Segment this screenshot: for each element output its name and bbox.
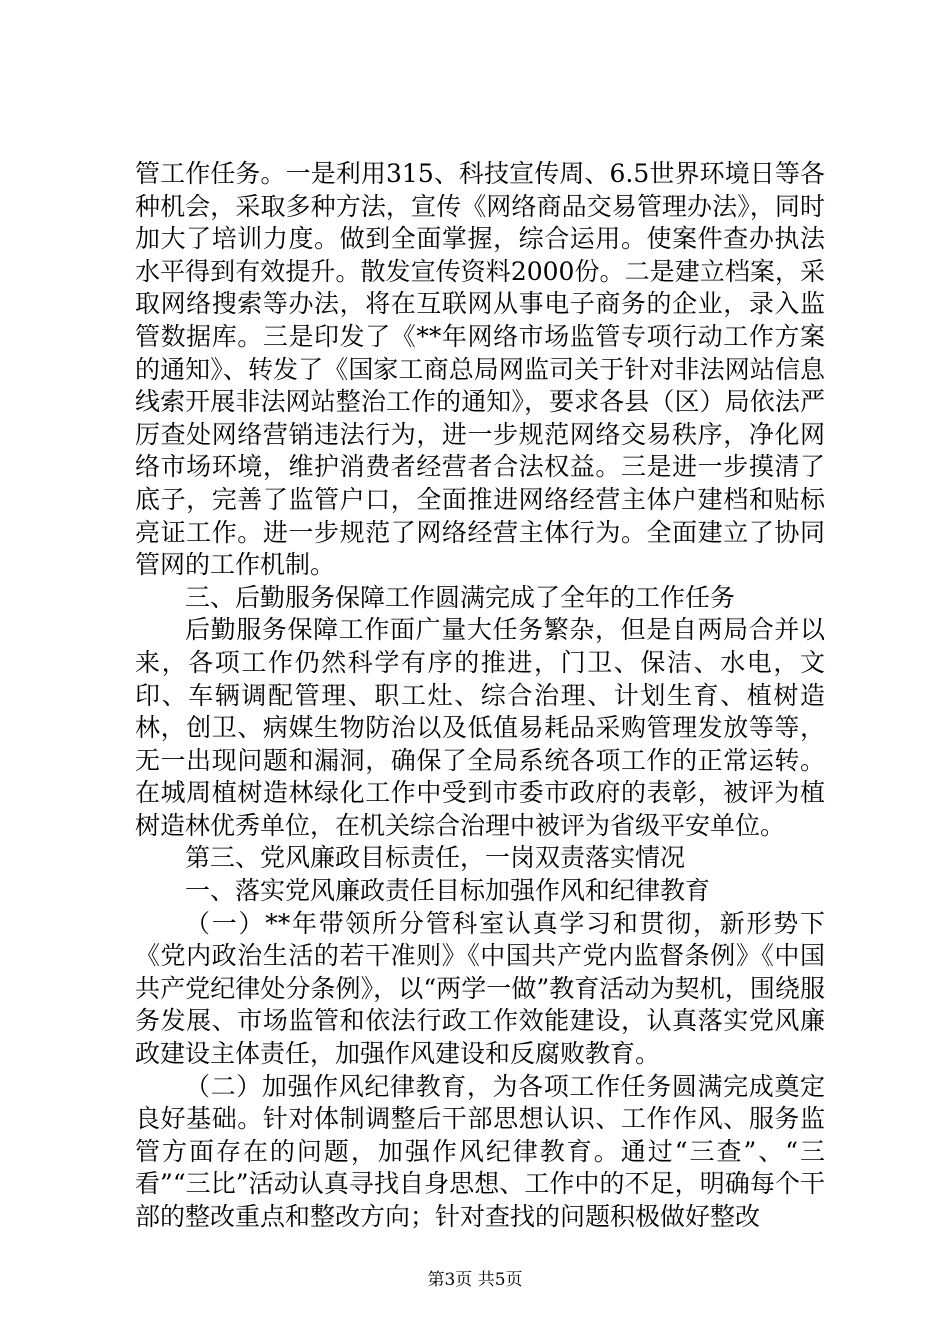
paragraph-strengthen-discipline: （二）加强作风纪律教育，为各项工作任务圆满完成奠定良好基础。针对体制调整后干部思想认识、工作作风、服务监管方面存在的问题，加强作风纪律教育。通过“三查”、“三看”“三比”活动认真寻找自身思想、工作中的不足，明确每个干部的整改重点和整改方向；针对查找的问题积极做好整改 [135, 1071, 825, 1231]
document-body [135, 158, 825, 1234]
heading-discipline-education: 一、落实党风廉政责任目标加强作风和纪律教育 [185, 876, 711, 906]
page-number-footer: 第3页 共5页 [427, 1270, 523, 1290]
heading-party-conduct: 第三、党风廉政目标责任，一岗双责落实情况 [185, 843, 686, 873]
paragraph-logistics-service: 后勤服务保障工作面广量大任务繁杂，但是自两局合并以来，各项工作仍然科学有序的推进，门卫、保洁、水电，文印、车辆调配管理、职工灶、综合治理、计划生育、植树造林，创卫、病媒生物防治以及低值易耗品采购管理发放等等，无一出现问题和漏洞，确保了全局系统各项工作的正常运转。在城周植树造林绿化工作中受到市委市政府的表彰，被评为植树造林优秀单位，在机关综合治理中被评为省级平安单位。 [135, 615, 825, 840]
paragraph-online-supervision: 管工作任务。一是利用315、科技宣传周、6.5世界环境日等各种机会，采取多种方法，宣传《网络商品交易管理办法》，同时加大了培训力度。做到全面掌握，综合运用。使案件查办执法水平得到有效提升。散发宣传资料2000份。二是建立档案，采取网络搜索等办法，将在互联网从事电子商务的企业，录入监管数据库。三是印发了《**年网络市场监管专项行动工作方案的通知》、转发了《国家工商总局网监司关于针对非法网站信息线索开展非法网站整治工作的通知》，要求各县（区）局依法严厉查处网络营销违法行为，进一步规范网络交易秩序，净化网络市场环境，维护消费者经营者合法权益。三是进一步摸清了底子，完善了监管户口，全面推进网络经营主体户建档和贴标亮证工作。进一步规范了网络经营主体行为。全面建立了协同管网的工作机制。 [135, 159, 825, 580]
heading-logistics-service: 三、后勤服务保障工作圆满完成了全年的工作任务 [185, 582, 736, 612]
paragraph-study-regulations: （一）**年带领所分管科室认真学习和贯彻，新形势下《党内政治生活的若干准则》《中国共产党内监督条例》《中国共产党纪律处分条例》，以“两学一做”教育活动为契机，围绕服务发展、市场监管和依法行政工作效能建设，认真落实党风廉政建设主体责任，加强作风建设和反腐败教育。 [135, 908, 825, 1069]
